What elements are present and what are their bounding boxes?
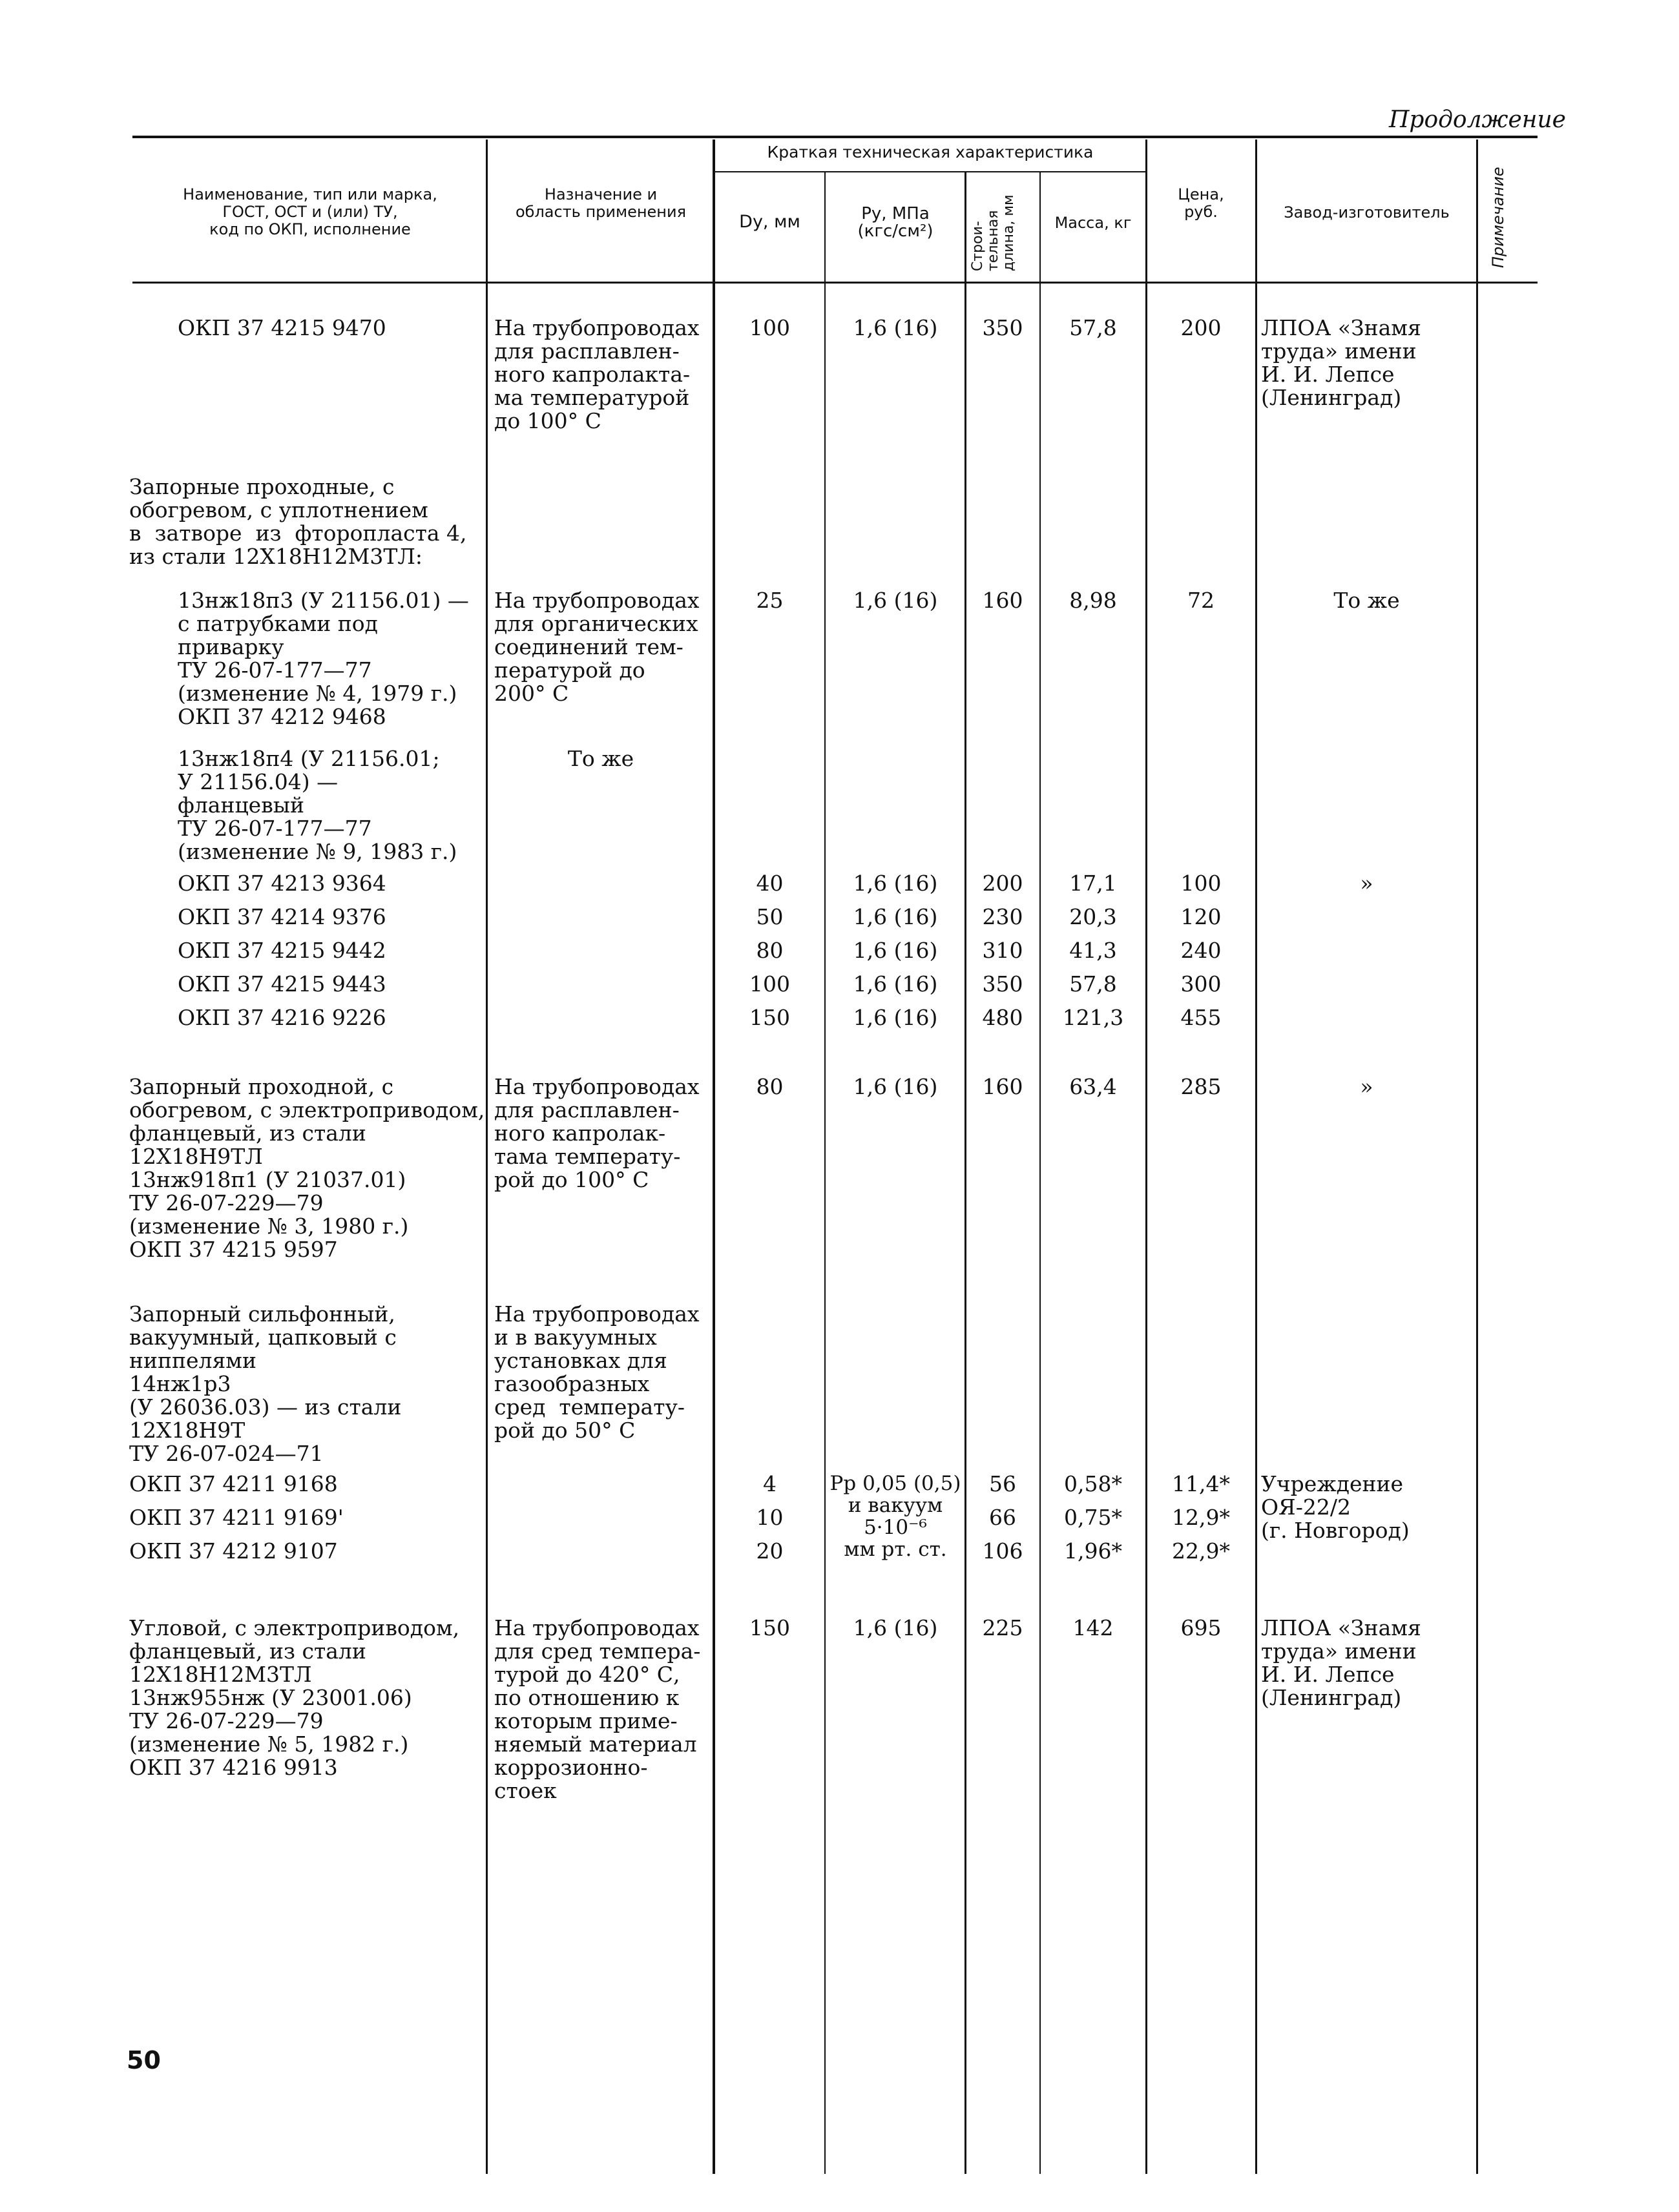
- b3-maker: »: [1360, 871, 1373, 896]
- b4-mass: 63,4: [1069, 1074, 1117, 1099]
- b4-py: 1,6 (16): [853, 1074, 938, 1099]
- b3-row-okp: ОКП 37 4215 9442: [178, 938, 386, 963]
- b3-row-mass: 121,3: [1062, 1005, 1124, 1030]
- b5-name: Запорный сильфонный, вакуумный, цапковый с ниппелями 14нж1р3 (У 26036.03) — из стали 12Х18Н9Т ТУ 26-07-024—71: [129, 1301, 402, 1466]
- b4-price: 285: [1180, 1074, 1222, 1099]
- b3-row-mass: 17,1: [1069, 871, 1117, 896]
- b6-price: 695: [1180, 1615, 1222, 1640]
- b3-row-price: 100: [1180, 871, 1222, 896]
- b4-maker: »: [1360, 1074, 1373, 1099]
- b4-name: Запорный проходной, с обогревом, с электроприводом, фланцевый, из стали 12Х18Н9ТЛ 13нж918п1 (У 21037.01) ТУ 26-07-229—79 (изменение № 3, 1980 г.) ОКП 37 4215 9597: [129, 1074, 485, 1262]
- b6-purpose: На трубопроводах для сред темпера- турой до 420° С, по отношению к которым приме- няемый материал коррозионно- стоек: [494, 1615, 701, 1803]
- b3-row-mass: 41,3: [1069, 938, 1117, 963]
- header-tech-group: Краткая техническая характеристика: [767, 143, 1094, 161]
- b4-len: 160: [982, 1074, 1023, 1099]
- b3-row-py: 1,6 (16): [853, 971, 938, 997]
- b5-row-len: 106: [982, 1538, 1023, 1564]
- b6-dy: 150: [749, 1615, 790, 1640]
- b3-row-price: 120: [1180, 904, 1222, 929]
- col-rule-3: [824, 171, 826, 2174]
- b3-row-price: 240: [1180, 938, 1222, 963]
- b2-mass: 8,98: [1069, 588, 1117, 613]
- header-maker: Завод-изготовитель: [1284, 203, 1450, 222]
- b3-row-py: 1,6 (16): [853, 1005, 938, 1030]
- b3-row-price: 455: [1180, 1005, 1222, 1030]
- b2-maker: То же: [1333, 588, 1400, 613]
- b1-name: ОКП 37 4215 9470: [178, 315, 386, 340]
- b6-mass: 142: [1072, 1615, 1114, 1640]
- tech-group-rule: [713, 171, 1145, 172]
- b5-row-okp: ОКП 37 4211 9168: [129, 1471, 338, 1496]
- b5-row-dy: 4: [763, 1471, 777, 1496]
- b3-purpose: То же: [567, 746, 634, 771]
- b5-row-price: 22,9*: [1172, 1538, 1230, 1564]
- b2-py: 1,6 (16): [853, 588, 938, 613]
- b3-row-len: 230: [982, 904, 1023, 929]
- b3-row-dy: 150: [749, 1005, 790, 1030]
- b3-row-okp: ОКП 37 4215 9443: [178, 971, 386, 997]
- continuation-label: Продолжение: [1389, 107, 1566, 133]
- b5-row-mass: 1,96*: [1064, 1538, 1122, 1564]
- b3-row-dy: 100: [749, 971, 790, 997]
- b1-price: 200: [1180, 315, 1222, 340]
- col-rule-1: [486, 140, 488, 2174]
- b3-row-len: 310: [982, 938, 1023, 963]
- b6-name: Угловой, с электроприводом, фланцевый, из стали 12Х18Н12М3ТЛ 13нж955нж (У 23001.06) ТУ 26-07-229—79 (изменение № 5, 1982 г.) ОКП 37 4216 9913: [129, 1615, 460, 1780]
- b5-purpose: На трубопроводах и в вакуумных установках для газообразных сред температу- рой до 50° С: [494, 1301, 700, 1443]
- b5-row-price: 12,9*: [1172, 1505, 1230, 1530]
- b5-row-okp: ОКП 37 4212 9107: [129, 1538, 338, 1564]
- b3-row-py: 1,6 (16): [853, 871, 938, 896]
- b3-row-okp: ОКП 37 4213 9364: [178, 871, 386, 896]
- page-number: 50: [127, 2046, 161, 2074]
- header-purpose-col: Назначение и область применения: [515, 185, 687, 221]
- b6-py: 1,6 (16): [853, 1615, 938, 1640]
- b3-name: 13нж18п4 (У 21156.01; У 21156.04) — фланцевый ТУ 26-07-177—77 (изменение № 9, 1983 г.): [178, 746, 457, 864]
- header-note: Примечание: [1489, 167, 1507, 268]
- col-rule-7: [1255, 140, 1257, 2174]
- b2-len: 160: [982, 588, 1023, 613]
- header-price: Цена, руб.: [1178, 185, 1224, 221]
- b5-row-okp: ОКП 37 4211 9169': [129, 1505, 344, 1530]
- header-dy: Dy, мм: [739, 212, 800, 232]
- b6-maker: ЛПОА «Знамя труда» имени И. И. Лепсе (Ленинград): [1261, 1615, 1421, 1710]
- b5-row-dy: 20: [756, 1538, 784, 1564]
- col-rule-2: [713, 140, 715, 2174]
- b2-name: 13нж18п3 (У 21156.01) — с патрубками под приварку ТУ 26-07-177—77 (изменение № 4, 1979 г.) ОКП 37 4212 9468: [178, 588, 469, 729]
- b3-row-price: 300: [1180, 971, 1222, 997]
- col-rule-8: [1476, 140, 1478, 2174]
- b2-purpose: На трубопроводах для органических соединений тем- пературой до 200° С: [494, 588, 700, 706]
- b5-row-len: 66: [989, 1505, 1016, 1530]
- b2-dy: 25: [756, 588, 784, 613]
- b6-len: 225: [982, 1615, 1023, 1640]
- b3-row-dy: 80: [756, 938, 784, 963]
- col-rule-5: [1039, 171, 1041, 2174]
- b1-purpose: На трубопроводах для расплавлен- ного капролакта- ма температурой до 100° С: [494, 315, 700, 433]
- b3-row-len: 480: [982, 1005, 1023, 1030]
- b4-dy: 80: [756, 1074, 784, 1099]
- header-top-rule: [132, 136, 1538, 138]
- b3-row-dy: 50: [756, 904, 784, 929]
- b3-row-py: 1,6 (16): [853, 904, 938, 929]
- b4-purpose: На трубопроводах для расплавлен- ного капролак- тама температу- рой до 100° С: [494, 1074, 700, 1192]
- col-rule-6: [1145, 140, 1147, 2174]
- b5-row-mass: 0,58*: [1064, 1471, 1122, 1496]
- b1-len: 350: [982, 315, 1023, 340]
- b3-row-dy: 40: [756, 871, 784, 896]
- b5-row-mass: 0,75*: [1064, 1505, 1122, 1530]
- header-name-col: Наименование, тип или марка, ГОСТ, ОСТ и (или) ТУ, код по ОКП, исполнение: [183, 185, 437, 238]
- b5-row-price: 11,4*: [1172, 1471, 1230, 1496]
- b2-price: 72: [1187, 588, 1215, 613]
- b3-row-len: 350: [982, 971, 1023, 997]
- b5-py: Pр 0,05 (0,5) и вакуум 5·10⁻⁶ мм рт. ст.: [829, 1472, 961, 1561]
- b2-group: Запорные проходные, с обогревом, с уплотнением в затворе из фторопласта 4, из стали 12Х18Н12М3ТЛ:: [129, 474, 467, 569]
- b5-row-len: 56: [989, 1471, 1016, 1496]
- header-bottom-rule: [132, 282, 1538, 284]
- b3-row-okp: ОКП 37 4216 9226: [178, 1005, 386, 1030]
- b5-row-dy: 10: [756, 1505, 784, 1530]
- header-length: Строи- тельная длина, мм: [970, 194, 1017, 271]
- b1-maker: ЛПОА «Знамя труда» имени И. И. Лепсе (Ленинград): [1261, 315, 1421, 410]
- b1-dy: 100: [749, 315, 790, 340]
- b3-row-okp: ОКП 37 4214 9376: [178, 904, 386, 929]
- b3-row-mass: 20,3: [1069, 904, 1117, 929]
- b3-row-py: 1,6 (16): [853, 938, 938, 963]
- b5-maker: Учреждение ОЯ-22/2 (г. Новгород): [1261, 1471, 1410, 1543]
- b3-row-len: 200: [982, 871, 1023, 896]
- col-rule-4: [965, 171, 966, 2174]
- header-py: Py, МПа (кгс/см²): [857, 204, 933, 241]
- header-mass: Масса, кг: [1054, 214, 1132, 232]
- b1-py: 1,6 (16): [853, 315, 938, 340]
- b1-mass: 57,8: [1069, 315, 1117, 340]
- b3-row-mass: 57,8: [1069, 971, 1117, 997]
